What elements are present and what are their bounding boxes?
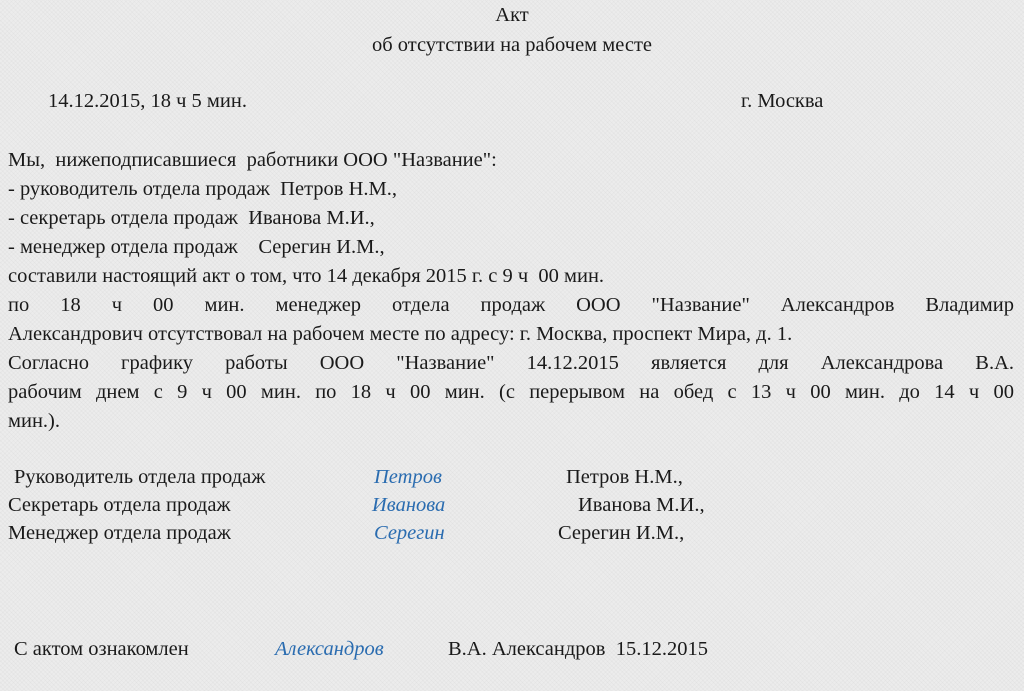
document-city: г. Москва [741, 90, 824, 112]
signature-name: Петров Н.М., [566, 466, 683, 488]
member-line: - секретарь отдела продаж Иванова М.И., [8, 207, 375, 229]
handwritten-signature: Серегин [374, 522, 445, 544]
body-line: Александрович отсутствовал на рабочем месте по адресу: г. Москва, проспект Мира, д. 1. [8, 323, 793, 345]
body-line: составили настоящий акт о том, что 14 декабря 2015 г. с 9 ч 00 мин. [8, 265, 605, 287]
signature-position: Руководитель отдела продаж [14, 466, 266, 488]
body-line: рабочим днем с 9 ч 00 мин. по 18 ч 00 мин. (с перерывом на обед с 13 ч 00 мин. до 14 ч 00 [8, 381, 1014, 403]
acknowledgement-label: С актом ознакомлен [14, 638, 189, 660]
acknowledgement-name-date: В.А. Александров 15.12.2015 [448, 638, 708, 660]
signature-name: Серегин И.М., [558, 522, 685, 544]
body-line: Согласно графику работы ООО "Название" 14.12.2015 является для Александрова В.А. [8, 352, 1014, 374]
member-line: - руководитель отдела продаж Петров Н.М., [8, 178, 398, 200]
handwritten-signature: Петров [374, 466, 442, 488]
handwritten-signature: Иванова [372, 494, 446, 516]
signature-name: Иванова М.И., [578, 494, 705, 516]
member-line: - менеджер отдела продаж Серегин И.М., [8, 236, 385, 258]
body-line: по 18 ч 00 мин. менеджер отдела продаж ООО "Название" Александров Владимир [8, 294, 1014, 316]
intro-text: Мы, нижеподписавшиеся работники ООО "Название": [8, 149, 497, 171]
document-title: Акт [495, 4, 529, 26]
signature-position: Менеджер отдела продаж [8, 522, 231, 544]
handwritten-signature: Александров [275, 638, 384, 660]
document-subtitle: об отсутствии на рабочем месте [371, 34, 653, 56]
body-line: мин.). [8, 410, 60, 432]
signature-position: Секретарь отдела продаж [8, 494, 231, 516]
document-datetime: 14.12.2015, 18 ч 5 мин. [48, 90, 247, 112]
